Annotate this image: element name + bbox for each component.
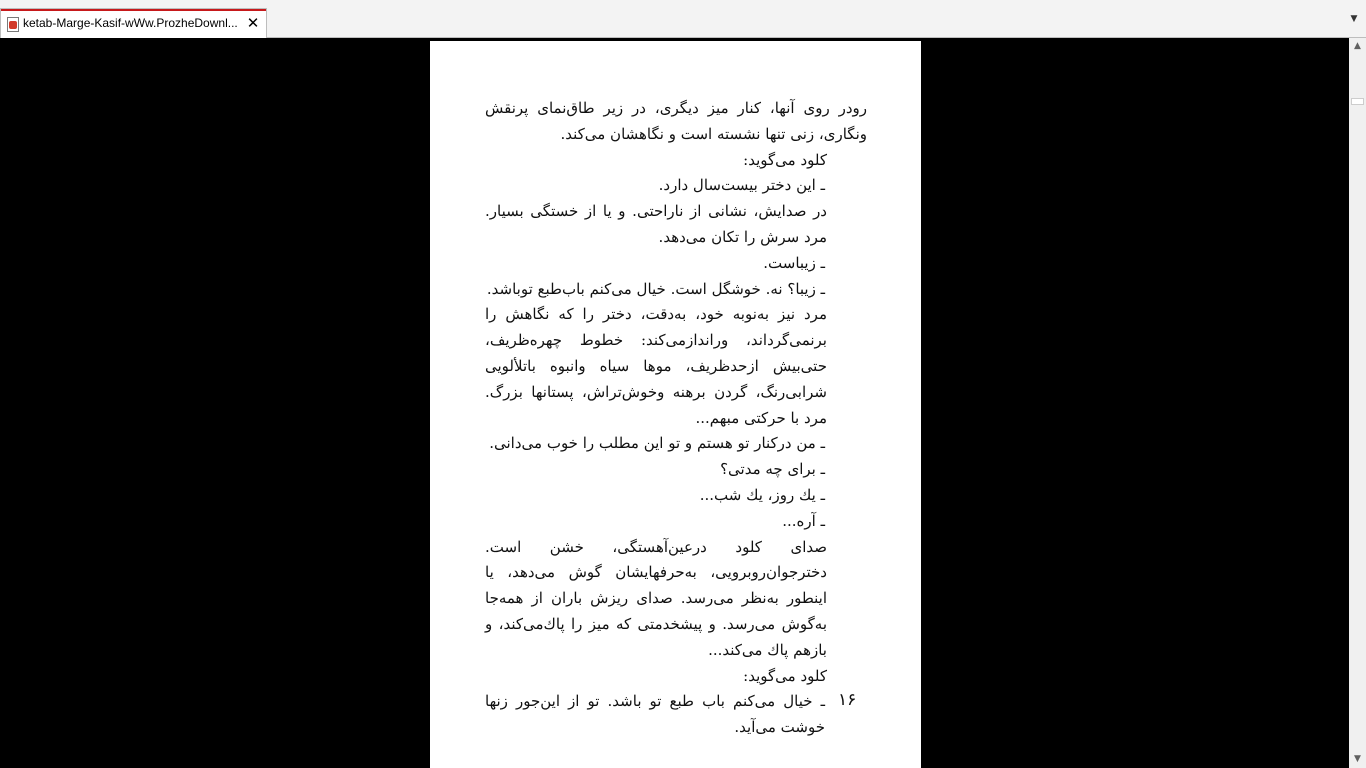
pdf-file-icon (7, 17, 19, 32)
chevron-down-icon[interactable]: ▼ (1350, 14, 1358, 24)
document-viewer[interactable] (0, 38, 1349, 768)
pdf-page (430, 41, 921, 768)
paragraph: ـ یك روز، یك شب... (699, 485, 825, 504)
scrollbar-thumb[interactable] (1351, 98, 1364, 105)
paragraph: ـ زیبا؟ نه. خوشگل است. خیال می‌کنم باب‌طبع توباشد. (486, 279, 825, 298)
paragraph: ـ برای چه مدتی؟ (720, 460, 825, 479)
paragraph: رودر روی آنها، کنار میز دیگری، در زیر طاق‌نمای پرنقش ونگاری، زنی تنها نشسته است و نگاهشان می‌کند. (485, 99, 867, 143)
tab-bar (0, 0, 1366, 38)
page-number: ۱۶ (838, 690, 857, 710)
paragraph: در صدایش، نشانی از ناراحتی. و یا از خستگی بسیار. مرد سرش را تکان می‌دهد. (485, 202, 827, 246)
close-icon[interactable]: ✕ (246, 14, 260, 32)
paragraph: مرد نیز به‌نوبه خود، به‌دقت، دختر را که نگاهش را برنمی‌گرداند، وراندازمی‌کند: خطوط چهره‌ظریف، حتی‌بیش ازحدظریف، موها سیاه وانبوه باتلألویی شرابی‌رنگ، گردن برهنه وخوش‌تراش، پستانها بزرگ. مرد با حرکتی مبهم... (485, 305, 827, 427)
document-tab[interactable] (0, 8, 267, 38)
paragraph: ـ خیال می‌کنم باب طبع تو باشد. تو از این‌جور زنها خوشت می‌آید. (485, 692, 825, 737)
paragraph: ـ زیباست. (763, 253, 825, 272)
paragraph: ـ من درکنار تو هستم و تو این مطلب را خوب می‌دانی. (489, 434, 825, 453)
page-text (485, 96, 867, 741)
paragraph: کلود می‌گوید: (743, 666, 827, 685)
vertical-scrollbar[interactable] (1349, 38, 1366, 768)
arrow-up-icon[interactable]: ▲ (1354, 41, 1361, 51)
arrow-down-icon[interactable]: ▼ (1354, 754, 1361, 764)
paragraph: ـ این دختر بیست‌سال دارد. (658, 176, 825, 195)
paragraph: صدای کلود درعین‌آهستگی، خشن است. دخترجوان‌روبرویی، به‌حرفهایشان گوش می‌دهد، یا اینطور به‌نظر می‌رسد. صدای ریزش باران از همه‌جا به‌گوش می‌رسد. و پیشخدمتی که میز را پاك‌می‌کند، و بازهم پاك می‌کند... (485, 537, 827, 659)
paragraph: ـ آره... (782, 511, 825, 530)
tab-title[interactable]: ketab-Marge-Kasif-wWw.ProzheDownl... (23, 16, 238, 30)
paragraph: کلود می‌گوید: (743, 150, 827, 169)
